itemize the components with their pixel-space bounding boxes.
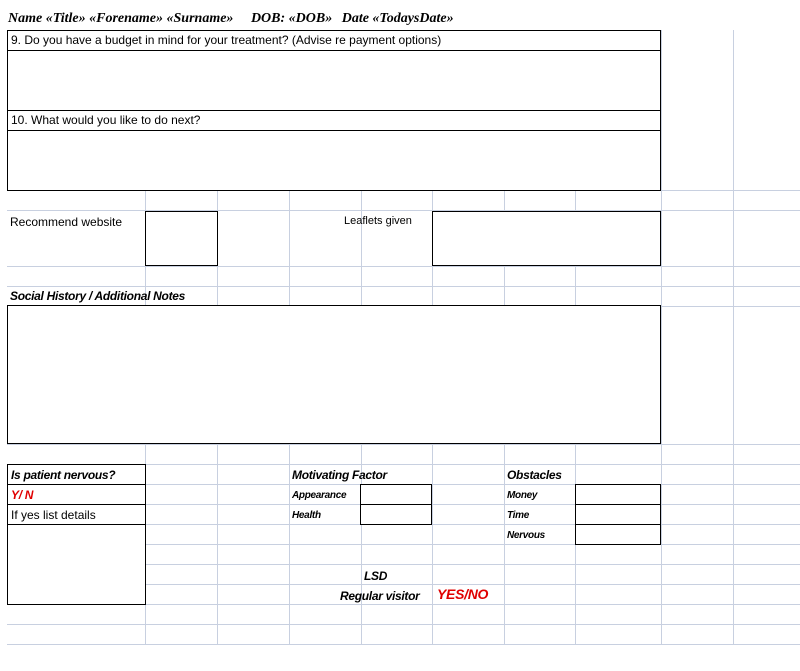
money-box[interactable] bbox=[575, 484, 661, 505]
money-label: Money bbox=[507, 490, 538, 501]
question-10-answer-box[interactable] bbox=[7, 130, 661, 191]
name-field-label: Name «Title» «Forename» «Surname» bbox=[8, 11, 234, 26]
nervous-answer: Y/ N bbox=[11, 488, 34, 502]
recommend-website-box[interactable] bbox=[145, 211, 218, 266]
recommend-website-label: Recommend website bbox=[10, 215, 123, 229]
appearance-box[interactable] bbox=[360, 484, 432, 505]
appearance-label: Appearance bbox=[292, 490, 347, 501]
nervous-question-label: Is patient nervous? bbox=[11, 468, 116, 482]
nervous-obstacle-label: Nervous bbox=[507, 530, 545, 541]
nervous-details-label: If yes list details bbox=[11, 508, 96, 522]
nervous-obstacle-box[interactable] bbox=[575, 524, 661, 545]
record-header bbox=[8, 11, 454, 27]
nervous-answer-cell[interactable] bbox=[7, 484, 146, 505]
leaflets-given-label: Leaflets given bbox=[344, 215, 412, 227]
lsd-label: LSD bbox=[364, 569, 388, 583]
question-9-label: 9. Do you have a budget in mind for your treatment? (Advise re payment options) bbox=[11, 33, 442, 47]
question-10-header bbox=[7, 110, 661, 131]
obstacles-title: Obstacles bbox=[507, 468, 562, 482]
question-9-header bbox=[7, 30, 661, 51]
question-9-answer-box[interactable] bbox=[7, 50, 661, 111]
leaflets-given-box[interactable] bbox=[432, 211, 661, 266]
regular-visitor-label: Regular visitor bbox=[340, 589, 420, 603]
health-label: Health bbox=[292, 510, 321, 521]
health-box[interactable] bbox=[360, 504, 432, 525]
time-box[interactable] bbox=[575, 504, 661, 525]
dob-field-label: DOB: «DOB» bbox=[250, 11, 333, 26]
question-10-label: 10. What would you like to do next? bbox=[11, 113, 201, 127]
nervous-question-cell bbox=[7, 464, 146, 485]
time-label: Time bbox=[507, 510, 529, 521]
nervous-details-box[interactable] bbox=[7, 524, 146, 605]
regular-visitor-answer[interactable]: YES/NO bbox=[437, 586, 489, 602]
nervous-details-label-cell bbox=[7, 504, 146, 525]
motivating-factor-title: Motivating Factor bbox=[292, 468, 387, 482]
date-field-label: Date «TodaysDate» bbox=[341, 11, 454, 26]
social-history-notes-box[interactable] bbox=[7, 305, 661, 444]
social-history-label: Social History / Additional Notes bbox=[10, 289, 186, 303]
